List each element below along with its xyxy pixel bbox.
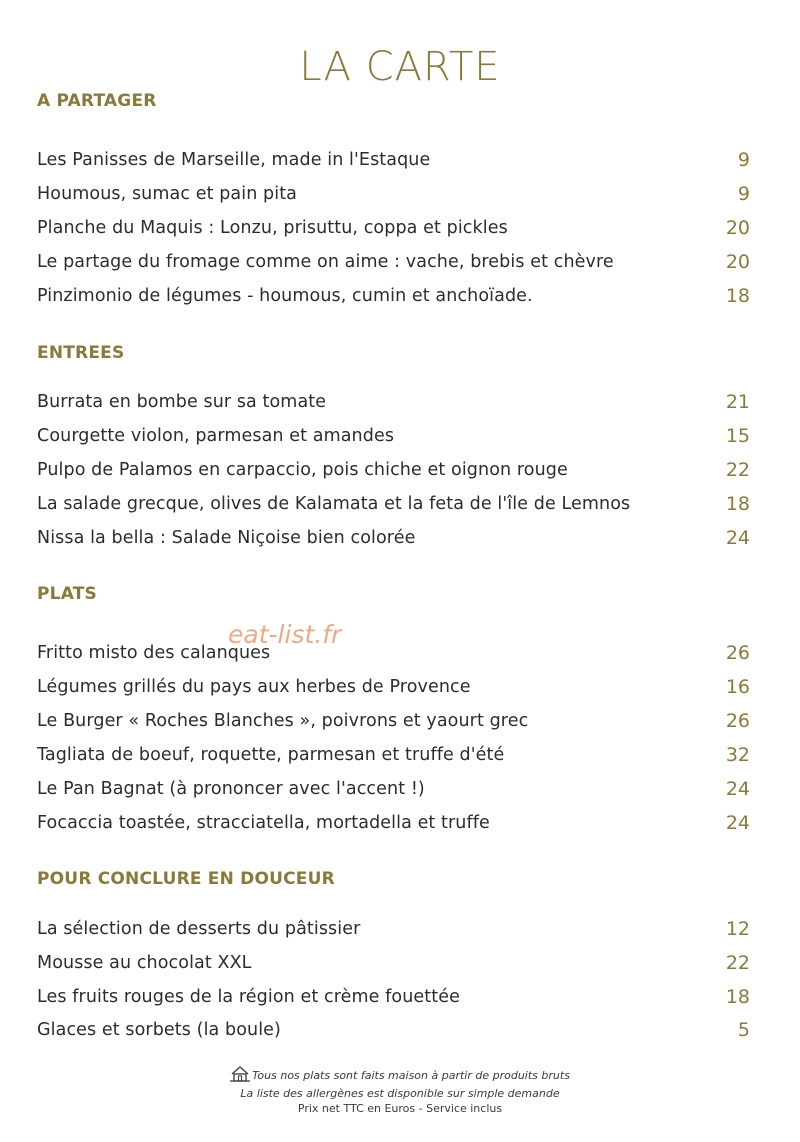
menu-item-name: Glaces et sorbets (la boule): [37, 1020, 281, 1040]
section-heading-a-partager: A PARTAGER: [37, 91, 157, 111]
menu-item-price: 16: [725, 676, 750, 698]
section-heading-plats: PLATS: [37, 584, 97, 604]
menu-item: [37, 916, 750, 942]
menu-item: [37, 147, 750, 173]
footer-notes: [0, 1066, 800, 1116]
menu-item-name: Houmous, sumac et pain pita: [37, 184, 298, 204]
section-heading-entrees: ENTREES: [37, 343, 125, 363]
menu-item: [37, 950, 750, 976]
menu-item-price: 18: [725, 285, 750, 307]
menu-item-price: 24: [725, 812, 750, 834]
menu-item-name: Le Pan Bagnat (à prononcer avec l'accent !): [37, 779, 425, 799]
menu-item-name: La sélection de desserts du pâtissier: [37, 919, 361, 939]
menu-item-name: Le partage du fromage comme on aime : vache, brebis et chèvre: [37, 252, 614, 272]
menu-item-price: 26: [725, 642, 750, 664]
menu-item-price: 18: [725, 986, 750, 1008]
menu-item-price: 9: [737, 149, 750, 171]
menu-item-name: Fritto misto des calanques: [37, 643, 271, 663]
menu-item-price: 21: [725, 391, 750, 413]
footer-line-allergens: La liste des allergènes est disponible sur simple demande: [240, 1087, 560, 1100]
menu-item-price: 22: [725, 952, 750, 974]
menu-item-name: Tagliata de boeuf, roquette, parmesan et truffe d'été: [37, 745, 505, 765]
footer-line-homemade: [0, 1066, 800, 1086]
menu-item-price: 12: [725, 918, 750, 940]
menu-item-price: 18: [725, 493, 750, 515]
menu-item-name: Les Panisses de Marseille, made in l'Estaque: [37, 150, 431, 170]
menu-item: [37, 525, 750, 551]
menu-item-name: Pulpo de Palamos en carpaccio, pois chiche et oignon rouge: [37, 460, 568, 480]
menu-item-price: 32: [725, 744, 750, 766]
menu-item: [37, 640, 750, 666]
menu-item-name: Burrata en bombe sur sa tomate: [37, 392, 327, 412]
menu-item: [37, 389, 750, 415]
menu-item: [37, 708, 750, 734]
footer-line-prices: Prix net TTC en Euros - Service inclus: [297, 1102, 503, 1115]
menu-item: [37, 423, 750, 449]
menu-item-name: Les fruits rouges de la région et crème fouettée: [37, 987, 460, 1007]
menu-item: [37, 491, 750, 517]
menu-item-price: 9: [737, 183, 750, 205]
menu-item-name: Focaccia toastée, stracciatella, mortadella et truffe: [37, 813, 490, 833]
menu-item: [37, 1017, 750, 1043]
menu-item-price: 26: [725, 710, 750, 732]
menu-item-price: 22: [725, 459, 750, 481]
menu-item-price: 24: [725, 527, 750, 549]
menu-item-price: 24: [725, 778, 750, 800]
menu-item: [37, 457, 750, 483]
menu-item: [37, 776, 750, 802]
menu-item: [37, 742, 750, 768]
menu-item: [37, 674, 750, 700]
menu-item-name: Courgette violon, parmesan et amandes: [37, 426, 395, 446]
menu-item: [37, 984, 750, 1010]
watermark: eat-list.fr: [228, 620, 342, 649]
house-icon: [230, 1066, 250, 1086]
menu-item-price: 5: [737, 1019, 750, 1041]
menu-item-price: 20: [725, 217, 750, 239]
menu-item-name: Planche du Maquis : Lonzu, prisuttu, coppa et pickles: [37, 218, 508, 238]
menu-item: [37, 249, 750, 275]
page-title: LA CARTE: [299, 44, 501, 90]
footer-homemade-text: Tous nos plats sont faits maison à partir de produits bruts: [252, 1069, 570, 1082]
menu-item: [37, 810, 750, 836]
menu-item-price: 15: [725, 425, 750, 447]
menu-item-name: Nissa la bella : Salade Niçoise bien colorée: [37, 528, 416, 548]
menu-item-name: Pinzimonio de légumes - houmous, cumin et anchoïade.: [37, 286, 533, 306]
menu-item: [37, 181, 750, 207]
menu-item-name: Légumes grillés du pays aux herbes de Provence: [37, 677, 471, 697]
menu-item: [37, 283, 750, 309]
menu-item-price: 20: [725, 251, 750, 273]
menu-item-name: Mousse au chocolat XXL: [37, 953, 252, 973]
section-heading-desserts: POUR CONCLURE EN DOUCEUR: [37, 869, 335, 889]
menu-item: [37, 215, 750, 241]
menu-item-name: Le Burger « Roches Blanches », poivrons et yaourt grec: [37, 711, 529, 731]
menu-item-name: La salade grecque, olives de Kalamata et la feta de l'île de Lemnos: [37, 494, 631, 514]
